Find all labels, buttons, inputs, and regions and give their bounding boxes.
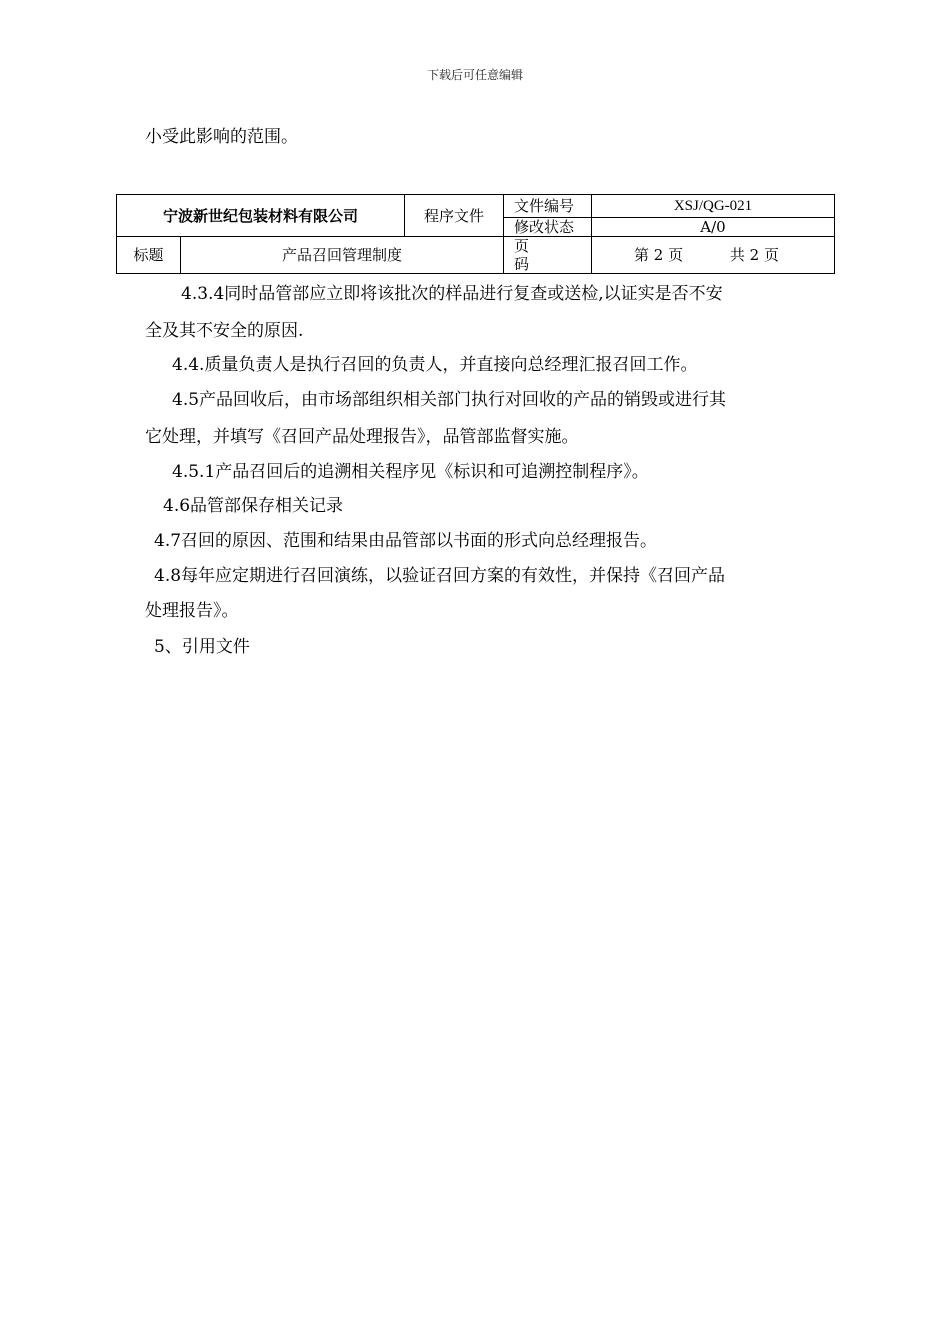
- title-label: 标题: [117, 237, 181, 274]
- page-total: 共 2 页: [729, 246, 779, 264]
- company-name: 宁波新世纪包装材料有限公司: [117, 195, 405, 237]
- paragraph-line: 4.4.质量负责人是执行召回的负责人，并直接向总经理汇报召回工作。: [172, 355, 698, 375]
- paragraph-line: 4.5.1产品召回后的追溯相关程序见《标识和可追溯控制程序》。: [172, 462, 649, 482]
- doc-no-label: 文件编号: [504, 195, 592, 218]
- watermark-text: 下载后可任意编辑: [426, 68, 523, 82]
- paragraph-line: 它处理，并填写《召回产品处理报告》，品管部监督实施。: [145, 427, 579, 447]
- paragraph-line: 4.6品管部保存相关记录: [163, 496, 344, 516]
- paragraph-line: 4.7召回的原因、范围和结果由品管部以书面的形式向总经理报告。: [154, 531, 658, 551]
- paragraph-line: 4.3.4同时品管部应立即将该批次的样品进行复查或送检,以证实是否不安: [181, 284, 723, 304]
- page-info: [592, 237, 835, 274]
- paragraph-line: 4.8每年应定期进行召回演练，以验证召回方案的有效性，并保持《召回产品: [154, 566, 726, 586]
- paragraph-line: 4.5产品回收后，由市场部组织相关部门执行对回收的产品的销毁或进行其: [172, 390, 727, 410]
- paragraph-line: 处理报告》。: [145, 601, 239, 621]
- section-heading: 5、引用文件: [154, 637, 250, 657]
- page-current: 第 2 页: [634, 246, 684, 264]
- lead-line: 小受此影响的范围。: [145, 127, 298, 147]
- doc-type: 程序文件: [405, 195, 504, 237]
- title-value: 产品召回管理制度: [181, 237, 504, 274]
- page-label: 页 码: [504, 237, 592, 274]
- document-header-table: [116, 194, 835, 274]
- paragraph-line: 全及其不安全的原因.: [145, 321, 304, 341]
- revision-value: A/0: [592, 218, 835, 237]
- revision-label: 修改状态: [504, 218, 592, 237]
- doc-no-value: XSJ/QG-021: [592, 195, 835, 218]
